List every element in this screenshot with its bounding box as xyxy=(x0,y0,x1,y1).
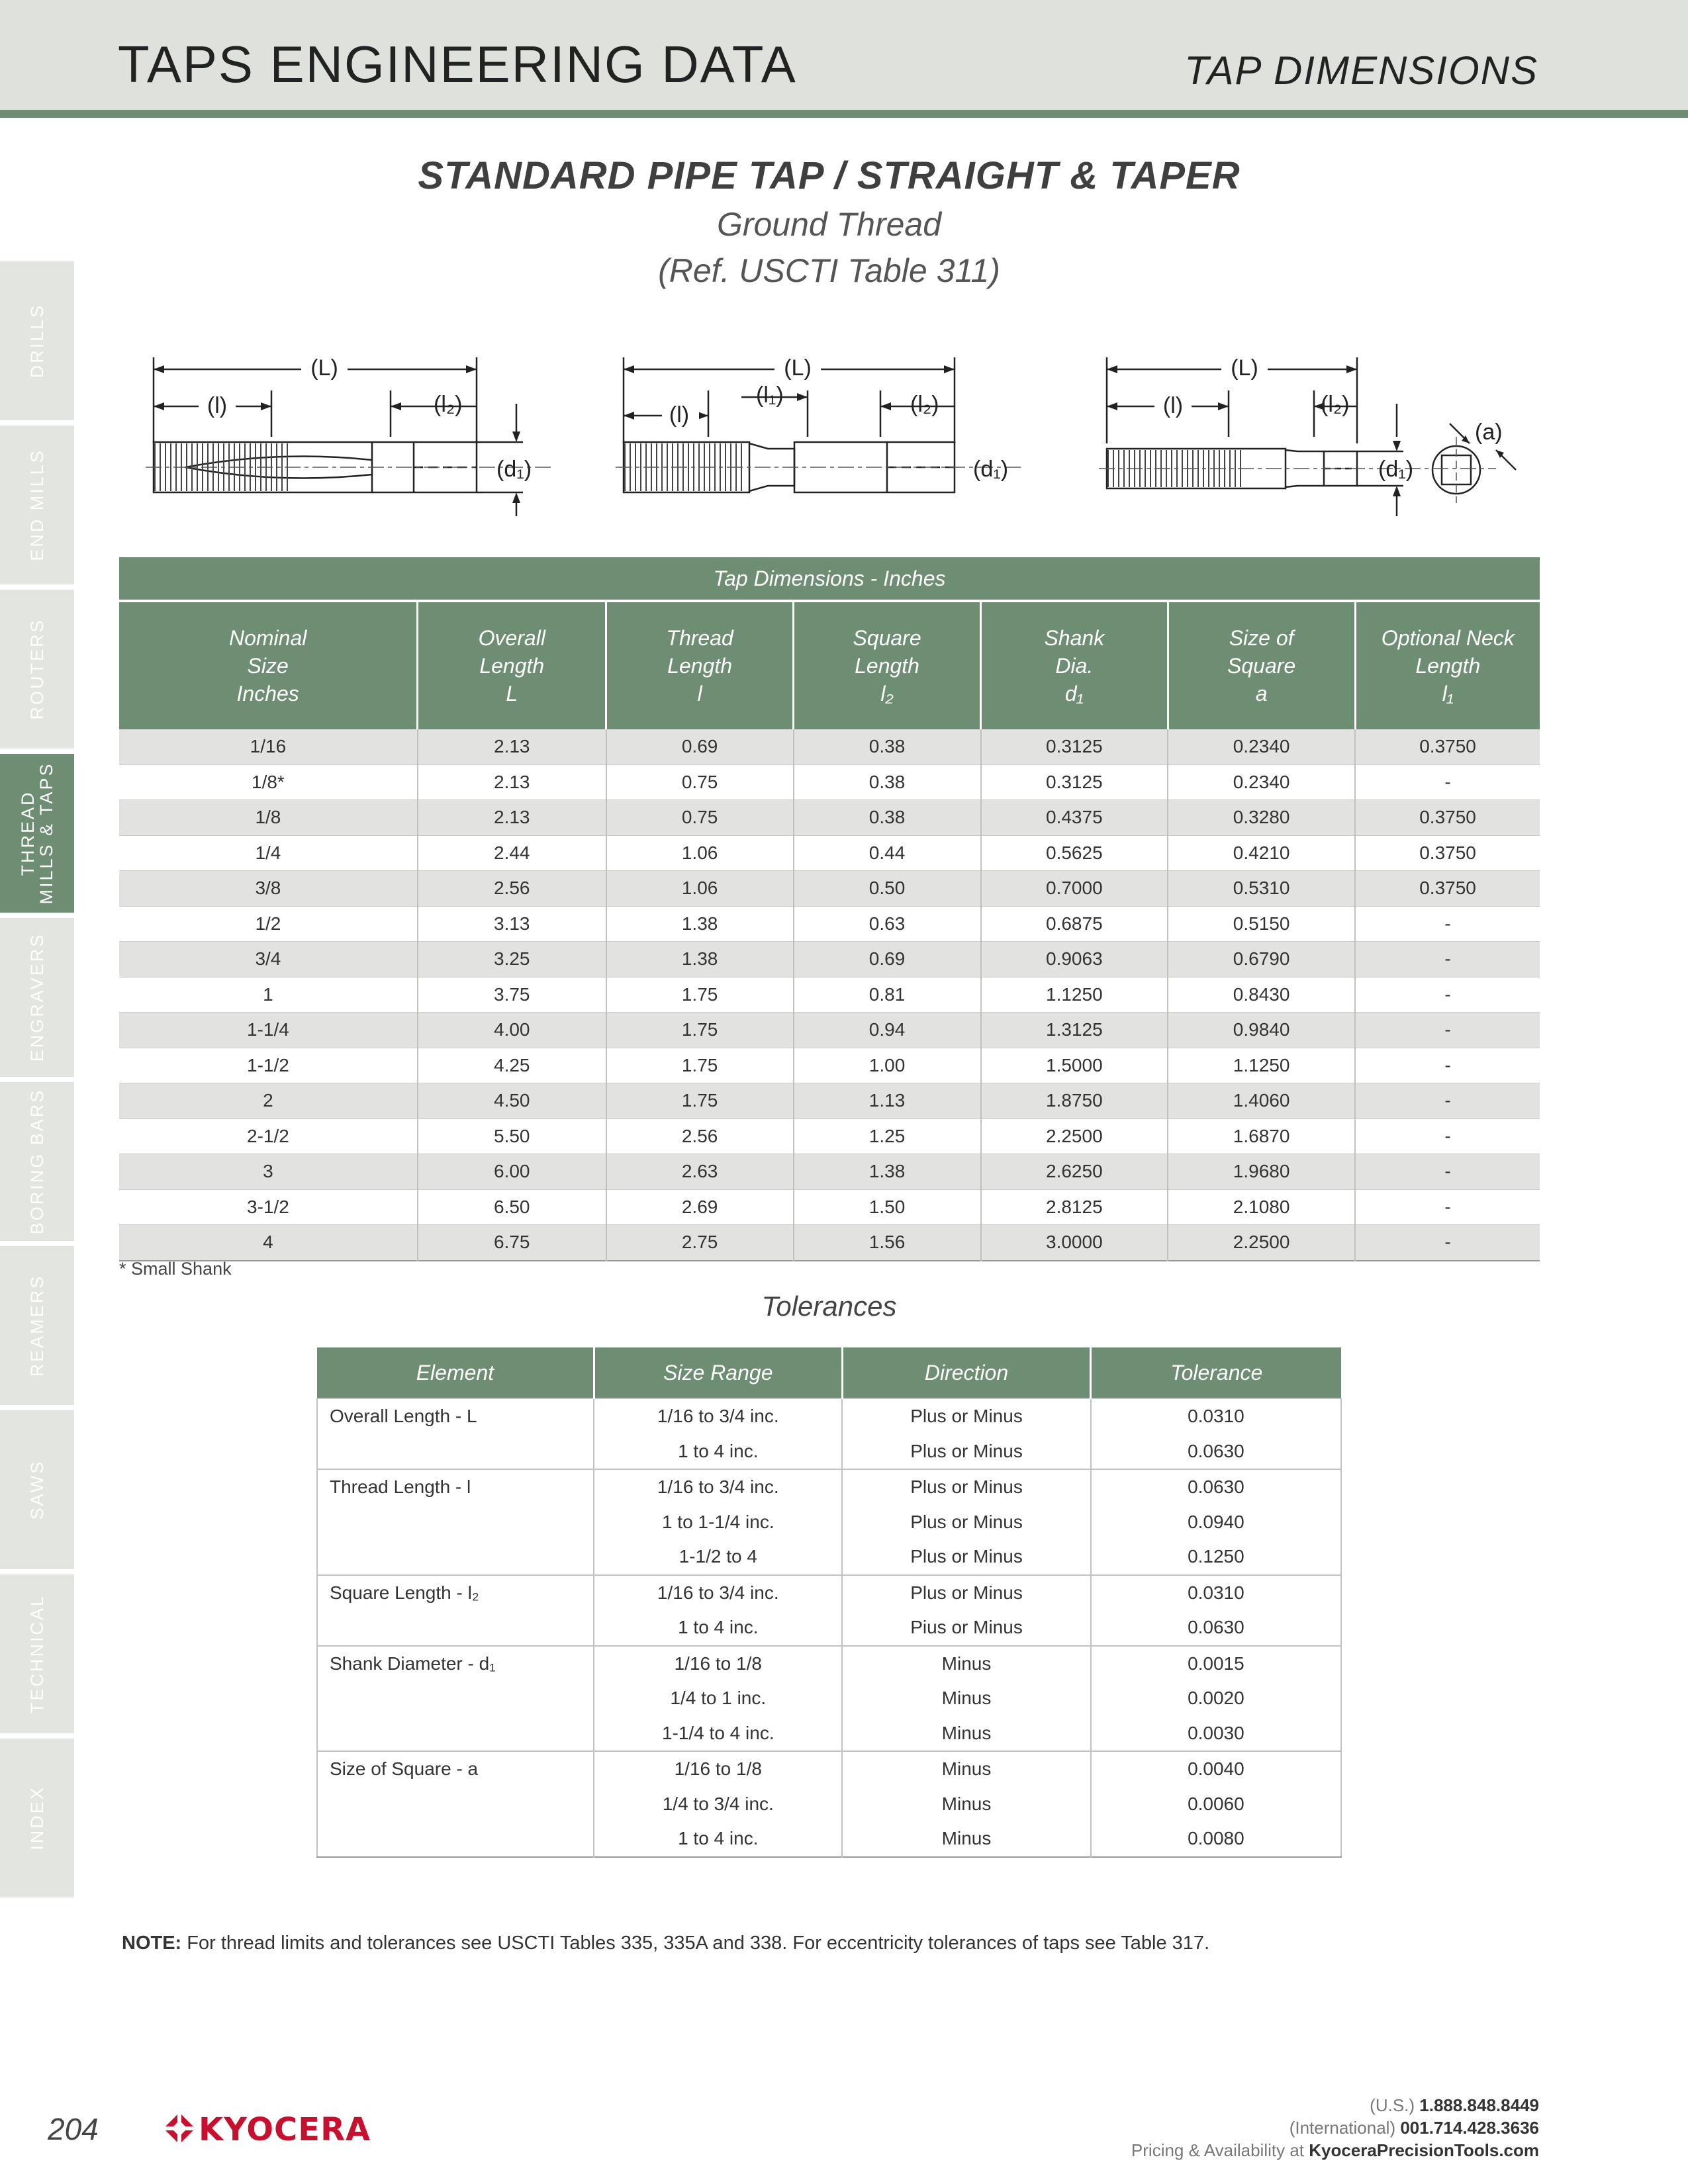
table-cell: 0.1250 xyxy=(1188,1546,1244,1567)
table-cell: 1.1250 xyxy=(981,977,1168,1013)
table-cell: Minus xyxy=(842,1681,1091,1716)
kyocera-logo-icon xyxy=(162,2111,197,2146)
column-header-line: d₁ xyxy=(1064,682,1084,705)
table-cell: 0.3750 xyxy=(1355,835,1540,871)
column-header-line: Length xyxy=(855,654,919,678)
table-cell: 2.56 xyxy=(606,1118,794,1154)
table-cell: 1/16 xyxy=(119,729,418,764)
column-header xyxy=(981,601,1168,729)
contact-intl: (International) 001.714.428.3636 xyxy=(1289,2118,1539,2138)
column-header: Element xyxy=(317,1347,594,1398)
table-cell: 1.75 xyxy=(606,1048,794,1083)
table-cell: - xyxy=(1355,1048,1540,1083)
table-cell: 1/2 xyxy=(119,906,418,942)
main-title: STANDARD PIPE TAP / STRAIGHT & TAPER xyxy=(418,154,1241,197)
column-header-line: Square xyxy=(1227,654,1296,678)
table-cell: 0.0060 xyxy=(1188,1793,1244,1814)
table-cell: Plus or Minus xyxy=(842,1575,1091,1611)
column-header: Direction xyxy=(842,1347,1091,1398)
table-cell: 0.5625 xyxy=(981,835,1168,871)
table-cell: 2.2500 xyxy=(981,1118,1168,1154)
table-cell: Pius or Minus xyxy=(842,1610,1091,1646)
contact-web: Pricing & Availability at KyoceraPrecisionTools.com xyxy=(1131,2140,1539,2160)
table-cell: 1.25 xyxy=(794,1118,981,1154)
table-cell: 1.5000 xyxy=(981,1048,1168,1083)
table-cell: 0.3280 xyxy=(1168,800,1355,836)
table-cell: 0.0310 xyxy=(1091,1575,1341,1611)
column-header-line: L xyxy=(506,682,518,705)
column-header xyxy=(606,601,794,729)
table-cell: 3.0000 xyxy=(981,1225,1168,1261)
table-cell: 0.0310 xyxy=(1091,1398,1341,1434)
label-d1: (d₁) xyxy=(973,457,1009,482)
column-header-line: l₂ xyxy=(880,682,894,705)
table-cell: 1.13 xyxy=(794,1083,981,1119)
table-caption: Tap Dimensions - Inches xyxy=(119,557,1540,601)
sidetab-label: INDEX xyxy=(27,1786,47,1850)
table-cell: 2.13 xyxy=(418,800,606,836)
table-cell: 0.63 xyxy=(794,906,981,942)
table-cell: 0.0630 xyxy=(1188,1440,1244,1461)
sidetab-label: END MILLS xyxy=(27,449,47,561)
sidetab-drills[interactable] xyxy=(0,261,74,420)
table-cell: 1/16 to 3/4 inc. xyxy=(594,1469,842,1505)
table-cell: 1.8750 xyxy=(981,1083,1168,1119)
table-cell: 1/4 to 1 inc. xyxy=(594,1681,842,1716)
column-header: Size Range xyxy=(594,1347,842,1398)
table-cell: 1.56 xyxy=(794,1225,981,1261)
column-header-line: Overall xyxy=(478,626,545,650)
table-cell: 0.75 xyxy=(606,800,794,836)
element-cell: Overall Length - L xyxy=(317,1398,594,1469)
table-cell: Plus or Minus xyxy=(842,1398,1091,1434)
table-row xyxy=(317,1646,1341,1682)
sidetab-label: TECHNICAL xyxy=(27,1594,47,1714)
table-cell: 0.0630 xyxy=(1091,1469,1341,1505)
table-cell: 1.9680 xyxy=(1168,1154,1355,1190)
table-cell: 0.3750 xyxy=(1355,800,1540,836)
table-cell: 1/16 to 1/8 xyxy=(594,1646,842,1682)
table-cell: 0.69 xyxy=(794,942,981,978)
table-cell: - xyxy=(1355,942,1540,978)
table-cell: 0.0630 xyxy=(1188,1617,1244,1638)
table-cell: 1 to 4 inc. xyxy=(594,1821,842,1857)
table-cell: 1/8* xyxy=(119,764,418,800)
column-header-line: Length xyxy=(667,654,733,678)
sidetab-index[interactable] xyxy=(0,1739,74,1897)
table-cell: 0.3750 xyxy=(1355,729,1540,764)
table-cell: Plus or Minus xyxy=(842,1505,1091,1540)
sidetab-label: DRILLS xyxy=(27,303,47,379)
element-cell: Size of Square - a xyxy=(317,1751,594,1857)
table-cell: - xyxy=(1355,1225,1540,1261)
table-cell: 2.63 xyxy=(606,1154,794,1190)
document-title: TAPS ENGINEERING DATA xyxy=(118,35,797,93)
table-cell: Minus xyxy=(842,1751,1091,1787)
table-row xyxy=(119,1048,1540,1083)
table-cell: 0.4210 xyxy=(1168,835,1355,871)
column-header xyxy=(1168,601,1355,729)
table-cell: 2.13 xyxy=(418,764,606,800)
table-cell: 0.38 xyxy=(794,729,981,764)
column-header-line: Length xyxy=(479,654,545,678)
table-cell: 0.0080 xyxy=(1188,1828,1244,1849)
sidetab-end-mills[interactable] xyxy=(0,426,74,584)
table-cell: 0.38 xyxy=(794,764,981,800)
label-l: (l) xyxy=(1162,393,1184,418)
table-cell: 1.50 xyxy=(794,1189,981,1225)
table-cell: 0.0020 xyxy=(1188,1688,1244,1709)
table-cell: 0.9840 xyxy=(1168,1013,1355,1048)
table-cell: 1-1/2 xyxy=(119,1048,418,1083)
table-cell: 0.75 xyxy=(606,764,794,800)
table-cell: 2.56 xyxy=(418,871,606,907)
tap-diagram-3 xyxy=(1099,344,1536,523)
table-row xyxy=(119,1118,1540,1154)
table-cell: 0.3750 xyxy=(1355,871,1540,907)
label-l2: (l₂) xyxy=(910,392,939,417)
footnote: * Small Shank xyxy=(119,1259,232,1279)
table-cell: 1-1/2 to 4 xyxy=(594,1539,842,1575)
column-header xyxy=(119,601,418,729)
table-cell: Plus or Minus xyxy=(842,1469,1091,1505)
table-cell: 1.1250 xyxy=(1168,1048,1355,1083)
table-cell: - xyxy=(1355,906,1540,942)
column-header-line: l₁ xyxy=(1442,682,1454,705)
sidetab-label: THREAD MILLS & TAPS xyxy=(18,762,56,905)
table-row xyxy=(119,1083,1540,1119)
tap-dimensions-table xyxy=(119,557,1540,1261)
table-cell: 0.5150 xyxy=(1168,906,1355,942)
sidetab-technical[interactable] xyxy=(0,1574,74,1733)
table-cell: 0.4375 xyxy=(981,800,1168,836)
table-cell: 1 to 1-1/4 inc. xyxy=(594,1505,842,1540)
tap-diagram-2 xyxy=(616,344,1026,523)
table-cell: 3/4 xyxy=(119,942,418,978)
column-header-line: Size xyxy=(247,654,289,678)
table-cell: 1 to 4 inc. xyxy=(594,1434,842,1470)
column-header-line: Nominal xyxy=(228,626,307,650)
table-row xyxy=(119,906,1540,942)
table-row xyxy=(119,800,1540,836)
table-cell: 2.13 xyxy=(418,729,606,764)
contact-us: (U.S.) 1.888.848.8449 xyxy=(1370,2095,1539,2115)
sidetab-label: REAMERS xyxy=(27,1274,47,1377)
table-cell: 1.00 xyxy=(794,1048,981,1083)
table-cell: 0.5310 xyxy=(1168,871,1355,907)
table-cell: Minus xyxy=(842,1716,1091,1752)
table-cell: 0.3125 xyxy=(981,729,1168,764)
table-row xyxy=(119,729,1540,764)
page-number: 204 xyxy=(48,2112,99,2146)
table-cell: 1.4060 xyxy=(1168,1083,1355,1119)
reference: (Ref. USCTI Table 311) xyxy=(658,252,1000,289)
label-l: (l) xyxy=(207,393,228,418)
table-cell: 1/16 to 3/4 inc. xyxy=(594,1398,842,1434)
table-cell: 2-1/2 xyxy=(119,1118,418,1154)
table-cell: 6.75 xyxy=(418,1225,606,1261)
table-cell: Minus xyxy=(842,1646,1091,1682)
table-cell: 1.06 xyxy=(606,871,794,907)
element-cell: Shank Diameter - d₁ xyxy=(317,1646,594,1752)
label-d1: (d₁) xyxy=(496,457,532,482)
column-header-line: Shank xyxy=(1044,626,1105,650)
table-cell: 6.00 xyxy=(418,1154,606,1190)
table-row xyxy=(119,1225,1540,1261)
table-cell: 0.2340 xyxy=(1168,764,1355,800)
table-cell: - xyxy=(1355,1118,1540,1154)
table-row xyxy=(119,1154,1540,1190)
table-cell: 1.75 xyxy=(606,977,794,1013)
table-cell: - xyxy=(1355,1013,1540,1048)
column-header: Tolerance xyxy=(1091,1347,1341,1398)
table-cell: 1/16 to 1/8 xyxy=(594,1751,842,1787)
tolerances-heading: Tolerances xyxy=(761,1291,897,1322)
table-row xyxy=(317,1469,1341,1505)
table-row xyxy=(119,764,1540,800)
table-cell: 1 to 4 inc. xyxy=(594,1610,842,1646)
column-header-line: Optional Neck xyxy=(1381,626,1515,650)
table-row xyxy=(119,977,1540,1013)
table-cell: 1.38 xyxy=(794,1154,981,1190)
table-row xyxy=(317,1751,1341,1787)
table-row xyxy=(119,835,1540,871)
table-cell: 0.0940 xyxy=(1188,1511,1244,1532)
tolerances-table xyxy=(316,1347,1342,1858)
table-cell: 2.75 xyxy=(606,1225,794,1261)
header-rule xyxy=(0,110,1688,118)
table-cell: 3.13 xyxy=(418,906,606,942)
sidetab-reamers[interactable] xyxy=(0,1246,74,1405)
table-cell: 1.6870 xyxy=(1168,1118,1355,1154)
table-cell: Minus xyxy=(842,1821,1091,1857)
table-cell: 1.38 xyxy=(606,942,794,978)
element-cell: Thread Length - l xyxy=(317,1469,594,1575)
table-cell: 3 xyxy=(119,1154,418,1190)
subtitle: Ground Thread xyxy=(716,206,942,243)
table-cell: 2.69 xyxy=(606,1189,794,1225)
column-header xyxy=(418,601,606,729)
table-cell: Plus or Minus xyxy=(842,1539,1091,1575)
table-row xyxy=(119,1189,1540,1225)
sidetab-label: ROUTERS xyxy=(27,618,47,720)
table-row xyxy=(317,1575,1341,1611)
sidetab-engravers[interactable] xyxy=(0,918,74,1077)
table-row xyxy=(119,871,1540,907)
column-header-line: Length xyxy=(1415,654,1481,678)
sidetab-label: BORING BARS xyxy=(27,1088,47,1235)
sidetab-saws[interactable] xyxy=(0,1410,74,1569)
table-cell: 3/8 xyxy=(119,871,418,907)
label-L: (L) xyxy=(1231,355,1258,381)
table-cell: 0.3125 xyxy=(981,764,1168,800)
brand-name: KYOCERA xyxy=(199,2111,371,2148)
table-cell: 0.8430 xyxy=(1168,977,1355,1013)
table-cell: Plus or Minus xyxy=(842,1434,1091,1470)
contact-info xyxy=(1131,2094,1539,2161)
table-cell: 0.44 xyxy=(794,835,981,871)
tap-diagram-1 xyxy=(146,344,556,523)
column-header xyxy=(794,601,981,729)
label-l2: (l₂) xyxy=(434,392,463,417)
table-cell: 0.6875 xyxy=(981,906,1168,942)
table-cell: 2 xyxy=(119,1083,418,1119)
table-cell: 4.25 xyxy=(418,1048,606,1083)
table-cell: 1/4 xyxy=(119,835,418,871)
label-L: (L) xyxy=(784,355,812,381)
table-cell: 1.75 xyxy=(606,1083,794,1119)
sidetab-label: ENGRAVERS xyxy=(27,933,47,1062)
table-cell: 3.75 xyxy=(418,977,606,1013)
table-cell: 4 xyxy=(119,1225,418,1261)
section-title: TAP DIMENSIONS xyxy=(1184,48,1538,93)
sidetab-label: SAWS xyxy=(27,1459,47,1520)
table-cell: 1.38 xyxy=(606,906,794,942)
column-header-line: Thread xyxy=(666,626,733,650)
sidetab-routers[interactable] xyxy=(0,590,74,749)
column-header-line: a xyxy=(1255,682,1268,705)
column-header-line: Size of xyxy=(1229,626,1294,650)
sidetab-thread-mills-taps[interactable] xyxy=(0,754,74,913)
label-L: (L) xyxy=(310,355,338,381)
table-cell: 0.0040 xyxy=(1091,1751,1341,1787)
table-cell: 1.3125 xyxy=(981,1013,1168,1048)
table-cell: 0.50 xyxy=(794,871,981,907)
note-text: For thread limits and tolerances see USCTI Tables 335, 335A and 338. For eccentricity tolerances of taps see Table 317. xyxy=(181,1933,1210,1954)
table-cell: 1-1/4 to 4 inc. xyxy=(594,1716,842,1752)
note xyxy=(122,1933,1209,1954)
note-label: NOTE: xyxy=(122,1933,182,1954)
column-header-line: l xyxy=(697,682,702,705)
table-cell: 4.50 xyxy=(418,1083,606,1119)
table-cell: 3.25 xyxy=(418,942,606,978)
table-cell: 0.94 xyxy=(794,1013,981,1048)
table-row xyxy=(317,1398,1341,1434)
website-link[interactable]: KyoceraPrecisionTools.com xyxy=(1309,2140,1539,2160)
table-cell: 2.1080 xyxy=(1168,1189,1355,1225)
table-cell: 4.00 xyxy=(418,1013,606,1048)
table-cell: 0.0030 xyxy=(1188,1722,1244,1743)
table-cell: 0.81 xyxy=(794,977,981,1013)
table-row xyxy=(119,1013,1540,1048)
table-cell: 3-1/2 xyxy=(119,1189,418,1225)
table-cell: 2.2500 xyxy=(1168,1225,1355,1261)
table-cell: 1-1/4 xyxy=(119,1013,418,1048)
label-l: (l) xyxy=(669,402,690,428)
table-cell: 0.38 xyxy=(794,800,981,836)
table-cell: 2.6250 xyxy=(981,1154,1168,1190)
side-tabs xyxy=(0,261,74,1903)
table-cell: 2.8125 xyxy=(981,1189,1168,1225)
table-cell: 1.75 xyxy=(606,1013,794,1048)
table-cell: 5.50 xyxy=(418,1118,606,1154)
column-header-line: Inches xyxy=(236,682,299,705)
table-cell: 0.9063 xyxy=(981,942,1168,978)
table-cell: 0.69 xyxy=(606,729,794,764)
table-row xyxy=(119,942,1540,978)
column-header-line: Dia. xyxy=(1055,654,1094,678)
label-l2: (l₂) xyxy=(1321,392,1350,417)
table-cell: 0.2340 xyxy=(1168,729,1355,764)
table-cell: - xyxy=(1355,977,1540,1013)
table-cell: - xyxy=(1355,1154,1540,1190)
label-l1: (l₁) xyxy=(756,383,784,408)
table-cell: 1 xyxy=(119,977,418,1013)
table-cell: - xyxy=(1355,1189,1540,1225)
table-cell: 1/4 to 3/4 inc. xyxy=(594,1787,842,1822)
table-cell: 0.0015 xyxy=(1091,1646,1341,1682)
table-cell: Minus xyxy=(842,1787,1091,1822)
table-cell: 6.50 xyxy=(418,1189,606,1225)
sidetab-boring-bars[interactable] xyxy=(0,1082,74,1241)
table-cell: 2.44 xyxy=(418,835,606,871)
table-cell: 1/8 xyxy=(119,800,418,836)
column-header-line: Square xyxy=(853,626,921,650)
table-cell: 0.7000 xyxy=(981,871,1168,907)
element-cell: Square Length - l₂ xyxy=(317,1575,594,1646)
table-cell: - xyxy=(1355,1083,1540,1119)
table-cell: - xyxy=(1355,764,1540,800)
table-cell: 0.6790 xyxy=(1168,942,1355,978)
column-header xyxy=(1355,601,1540,729)
label-a: (a) xyxy=(1475,420,1503,445)
table-cell: 1.06 xyxy=(606,835,794,871)
label-d1: (d₁) xyxy=(1378,457,1414,482)
table-cell: 1/16 to 3/4 inc. xyxy=(594,1575,842,1611)
